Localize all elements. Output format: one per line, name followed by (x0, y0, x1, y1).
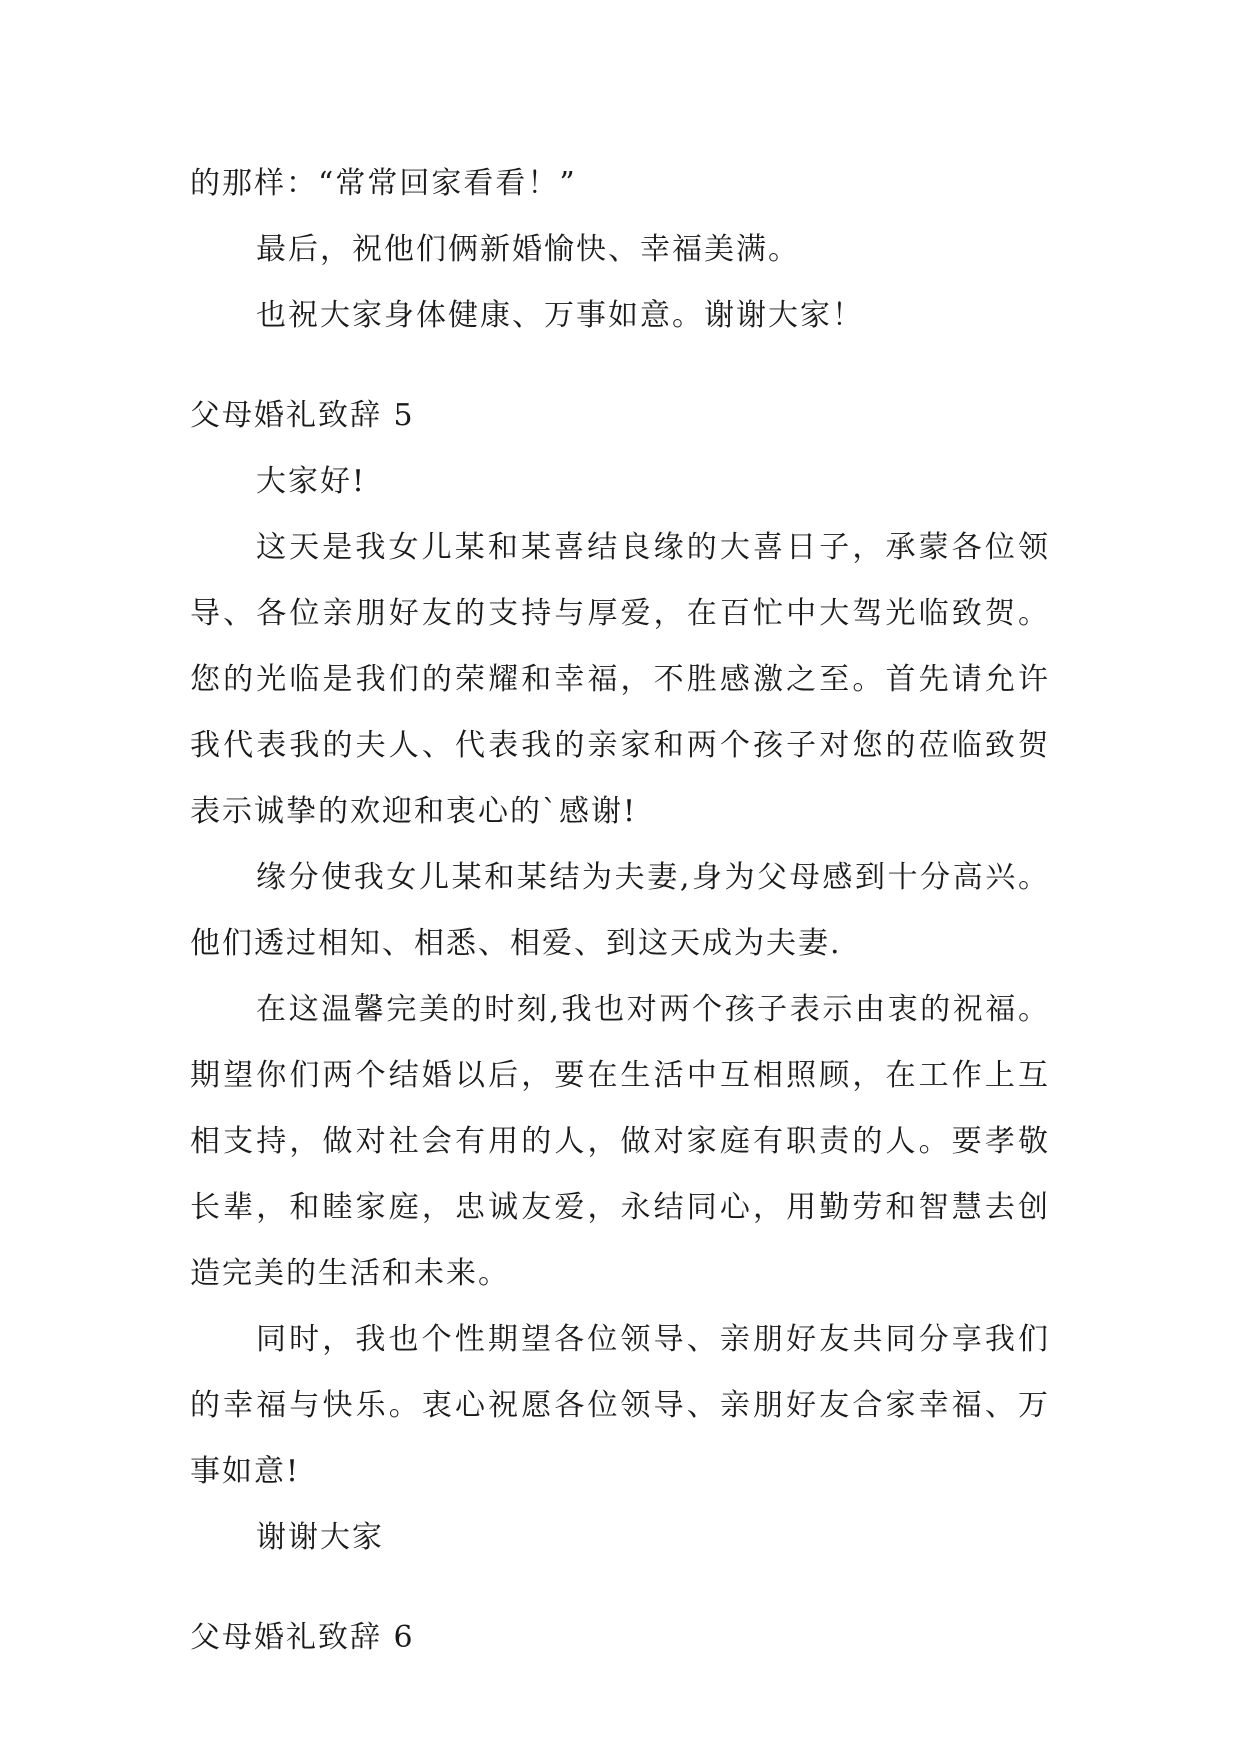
text-line: 这天是我女儿某和某喜结良缘的大喜日子，承蒙各位领 (256, 530, 1050, 565)
text-line: 事如意! (190, 1454, 301, 1489)
text-line: 期望你们两个结婚以后，要在生活中互相照顾，在工作上互 (190, 1058, 1050, 1093)
text-line: 您的光临是我们的荣耀和幸福，不胜感激之至。首先请允许 (190, 662, 1050, 697)
text-line: 在这温馨完美的时刻,我也对两个孩子表示由衷的祝福。 (256, 992, 1050, 1027)
text-line: 也祝大家身体健康、万事如意。谢谢大家！ (256, 298, 864, 333)
text-line: 谢谢大家 (256, 1520, 384, 1555)
text-line: 的那样：“常常回家看看！” (190, 166, 577, 201)
text-line: 最后，祝他们俩新婚愉快、幸福美满。 (256, 232, 800, 267)
text-line: 造完美的生活和未来。 (190, 1256, 510, 1291)
text-line: 他们透过相知、相悉、相爱、到这天成为夫妻. (190, 926, 842, 961)
text-line: 导、各位亲朋好友的支持与厚爱，在百忙中大驾光临致贺。 (190, 596, 1050, 631)
text-line: 我代表我的夫人、代表我的亲家和两个孩子对您的莅临致贺 (190, 728, 1050, 763)
text-line: 相支持，做对社会有用的人，做对家庭有职责的人。要孝敬 (190, 1124, 1050, 1159)
text-line: 大家好! (256, 464, 367, 499)
section-heading: 父母婚礼致辞 6 (190, 1620, 415, 1655)
text-line: 的幸福与快乐。衷心祝愿各位领导、亲朋好友合家幸福、万 (190, 1388, 1050, 1423)
text-line: 缘分使我女儿某和某结为夫妻,身为父母感到十分高兴。 (256, 860, 1050, 895)
text-line: 同时，我也个性期望各位领导、亲朋好友共同分享我们 (256, 1322, 1050, 1357)
text-line: 长辈，和睦家庭，忠诚友爱，永结同心，用勤劳和智慧去创 (190, 1190, 1050, 1225)
section-heading: 父母婚礼致辞 5 (190, 398, 415, 433)
text-line: 表示诚挚的欢迎和衷心的`感谢! (190, 794, 638, 829)
